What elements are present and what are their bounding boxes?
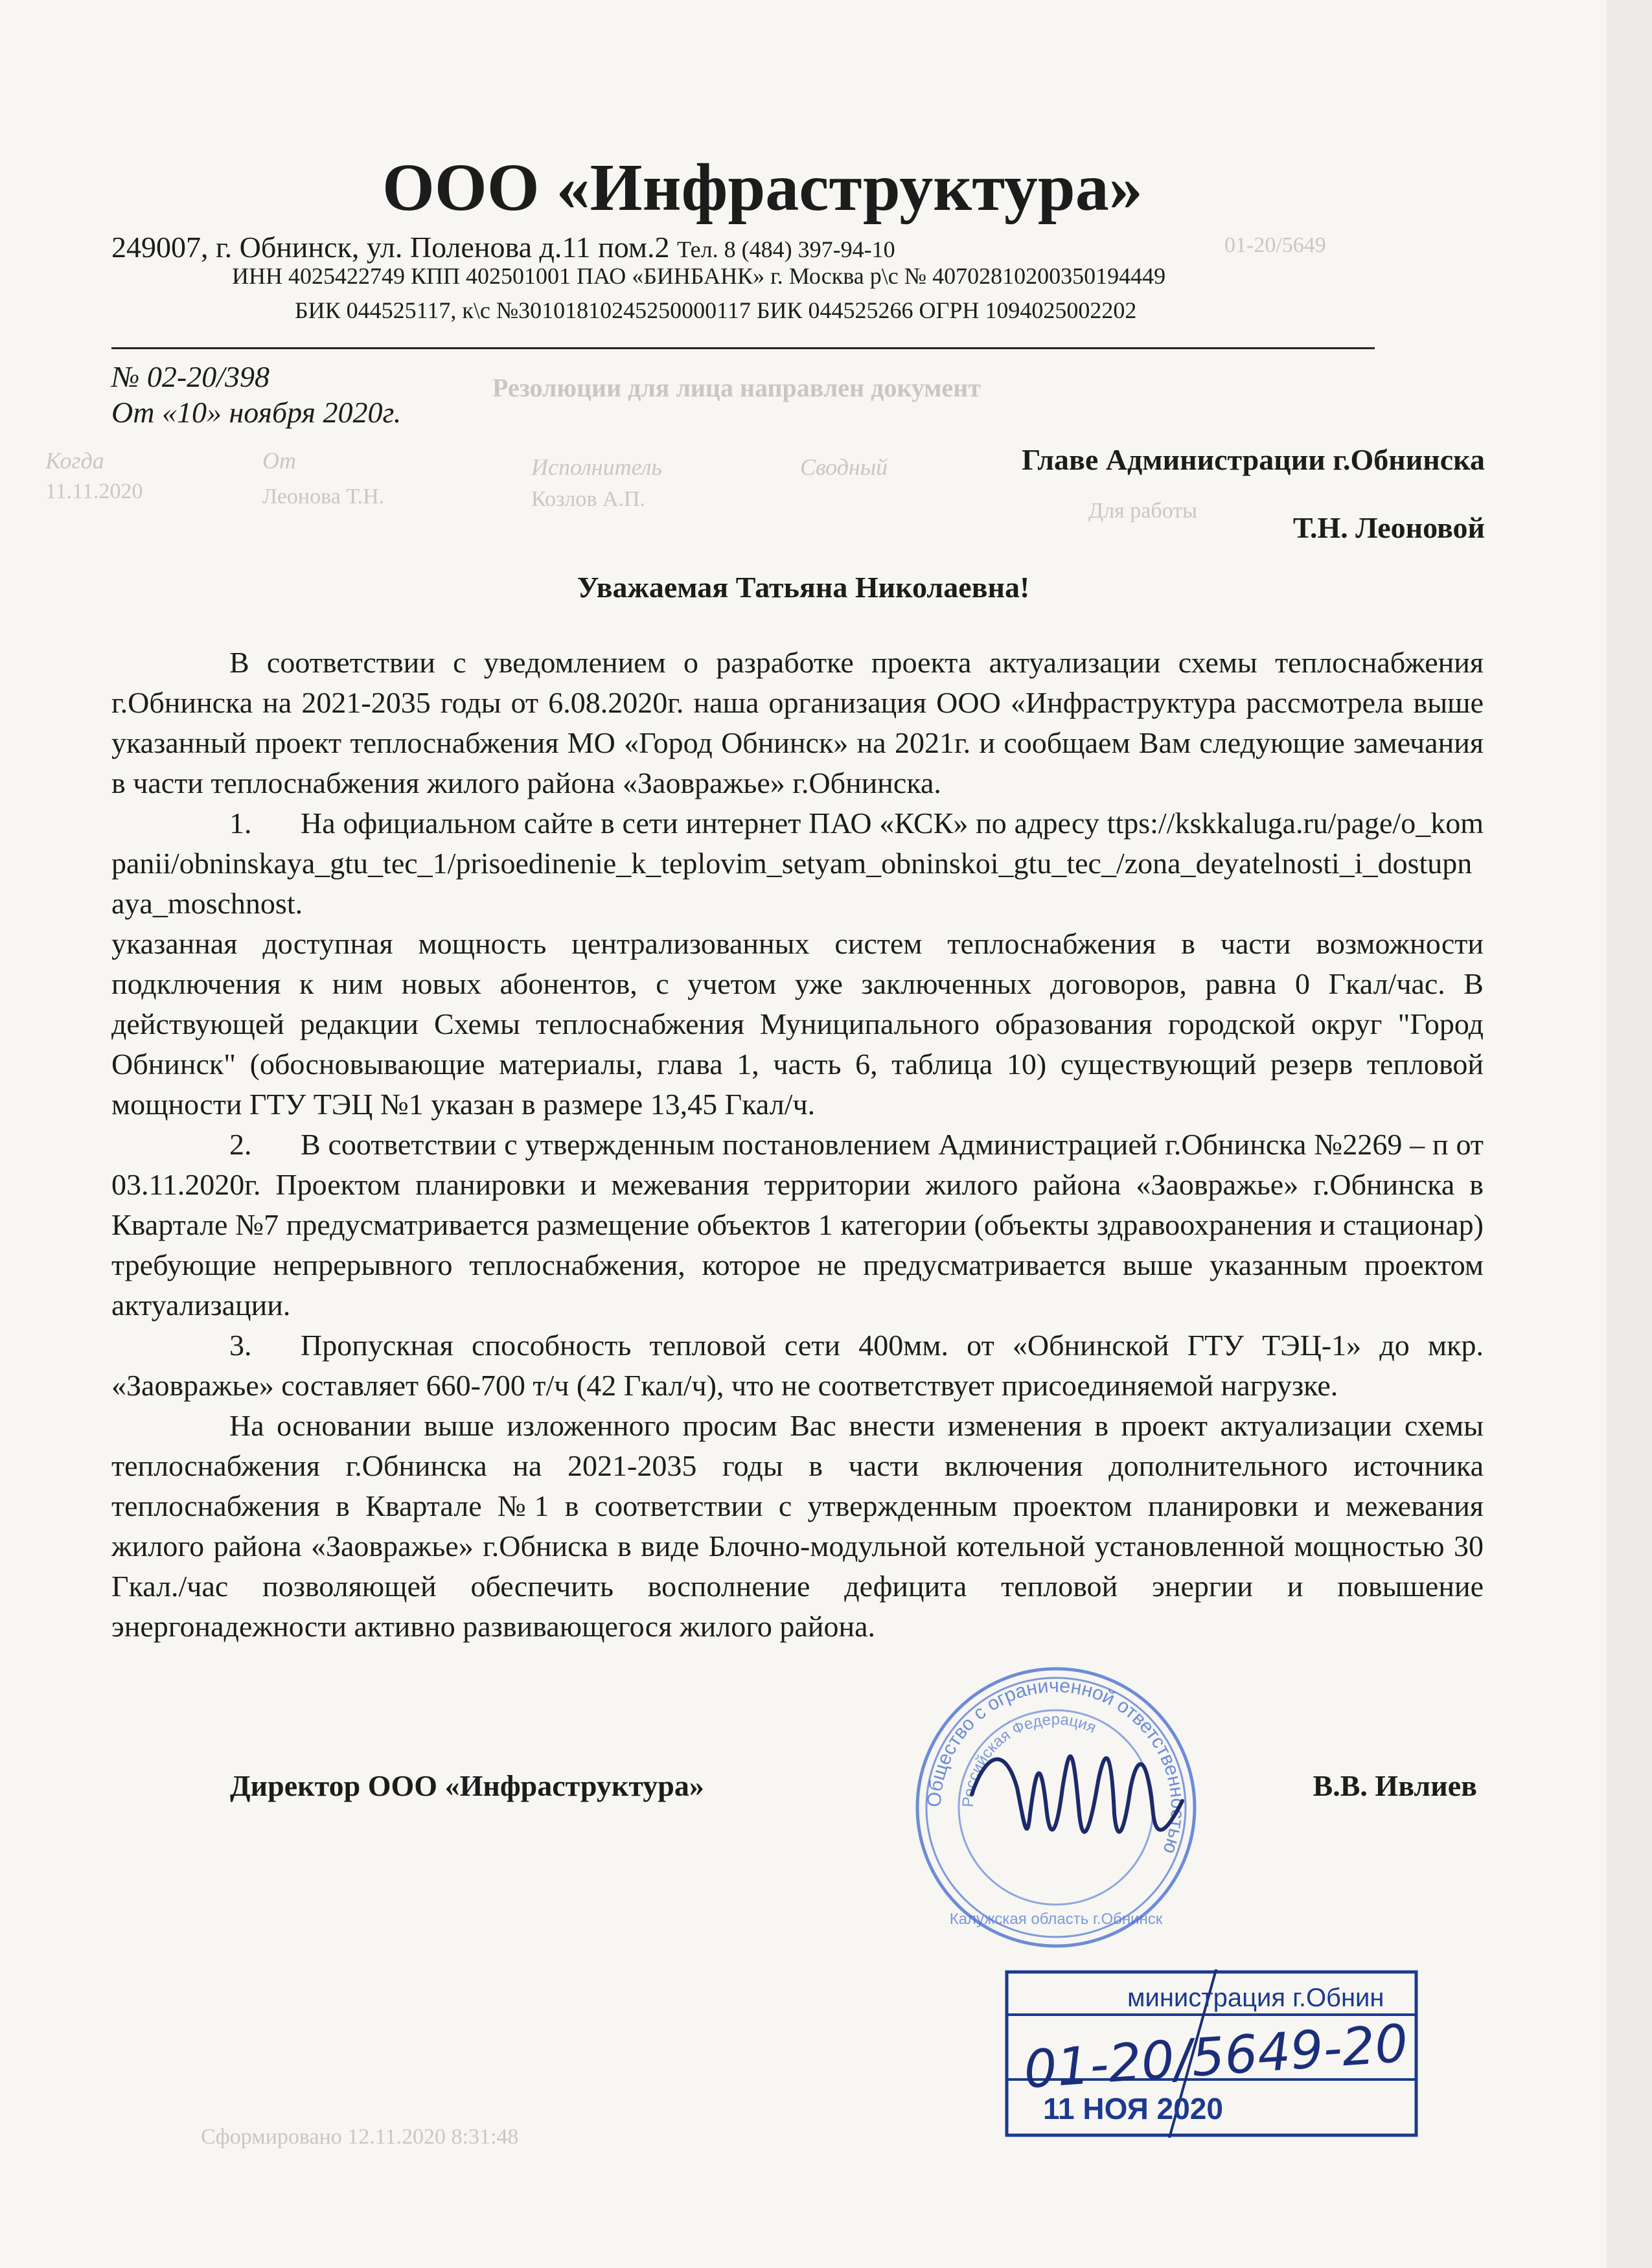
intro-paragraph: В соответствии с уведомлением о разработке проекта актуализации схемы теплоснабжения г.Обнинска на 2021-2035 годы от 6.08.2020г. наша организация ООО «Инфраструктура рассмотрела выше указанный проект теплоснабжения МО «Город Обнинск» на 2021г. и сообщаем Вам следующие замечания в части теплоснабжения жилого района «Заовражье» г.Обнинска.: [111, 646, 1484, 799]
requisites-line-2: БИК 044525117, к\с №30101810245250000117 БИК 044525266 ОГРН 1094025002202: [295, 297, 1137, 323]
seal-ring-text: Общество с ограниченной ответственностью: [923, 1675, 1189, 1857]
ghost-col-executor: Исполнитель: [531, 454, 662, 480]
phone-text: Тел. 8 (484) 397-94-10: [677, 236, 895, 262]
addressee-line-1: Главе Администрации г.Обнинска: [1022, 443, 1485, 476]
salutation: Уважаемая Татьяна Николаевна!: [577, 571, 1030, 604]
item-3: [111, 1325, 1484, 1406]
ghost-resolution: Резолюции для лица направлен документ: [492, 373, 981, 402]
stamp-org-text: министрация г.Обнин: [1127, 1984, 1384, 2012]
document-number: № 02-20/398: [111, 360, 270, 393]
item-2-text: В соответствии с утвержденным постановлением Администрацией г.Обнинска №2269 – п от 03.11.2020г. Проектом планировки и межевания территории жилого района «Заовражье» г.Обнинска в Квартале №7 предусматривается размещение объектов 1 категории (объекты здравоохранения и стационар) требующие непрерывного теплоснабжения, которое не предусматривается выше указанным проектом актуализации.: [111, 1128, 1484, 1322]
item-1: [111, 803, 1484, 924]
item-1-continuation: указанная доступная мощность централизованных систем теплоснабжения в части возможности подключения к ним новых абонентов, с учетом уже заключенных договоров, равна 0 Гкал/час. В действующей редакции Схемы теплоснабжения Муниципального образования городской округ "Город Обнинск" (обосновывающие материалы, глава 1, часть 6, таблица 10) существующий резерв тепловой мощности ГТУ ТЭЦ №1 указан в размере 13,45 Гкал/ч.: [111, 927, 1484, 1121]
requisites-line-1: ИНН 4025422749 КПП 402501001 ПАО «БИНБАНК» г. Москва р\с № 40702810200350194449: [232, 263, 1166, 289]
stamp-date: 11 НОЯ 2020: [1043, 2092, 1223, 2125]
item-1-text: На официальном сайте в сети интернет ПАО «КСК» по адресу ttps://kskkaluga.ru/page/o_kompanii/obninskaya_gtu_tec_1/prisoedinenie_k_teplovim_setyam_obninskoi_gtu_tec_/zona_deyatelnosti_i_dostupnaya_moschnost.: [111, 807, 1484, 920]
company-name: ООО «Инфраструктура»: [382, 150, 1143, 225]
item-2-number: 2.: [229, 1128, 252, 1161]
ghost-top-ref: 01-20/5649: [1224, 233, 1326, 257]
ghost-col-from: От: [262, 448, 296, 474]
item-3-number: 3.: [229, 1329, 252, 1362]
ghost-row-date: 11.11.2020: [45, 479, 143, 503]
ghost-col-summary: Сводный: [800, 454, 888, 480]
addressee-line-2: Т.Н. Леоновой: [1292, 511, 1485, 544]
seal-region-text: Калужская область г.Обнинск: [949, 1910, 1163, 1928]
ghost-row-executor: Козлов А.П.: [531, 487, 646, 511]
letter-body: [111, 643, 1484, 1647]
item-1-number: 1.: [229, 807, 252, 840]
signatory-title: Директор ООО «Инфраструктура»: [230, 1769, 704, 1802]
conclusion-paragraph: На основании выше изложенного просим Вас внести изменения в проект актуализации схемы теплоснабжения г.Обнинска на 2021-2035 годы в части включения дополнительного источника теплоснабжения в Квартале №1 в соответствии с утвержденным проектом планировки и межевания жилого района «Заовражье» г.Обниска в виде Блочно-модульной котельной установленной мощностью 30 Гкал./час позволяющей обеспечить восполнение дефицита тепловой энергии и повышение энергонадежности активно развивающегося жилого района.: [111, 1409, 1484, 1643]
ghost-col-when: Когда: [45, 448, 104, 474]
director-signature: [959, 1710, 1192, 1879]
address-text: 249007, г. Обнинск, ул. Поленова д.11 пом.2: [111, 231, 670, 264]
header-divider: [111, 347, 1375, 349]
item-3-text: Пропускная способность тепловой сети 400мм. от «Обнинской ГТУ ТЭЦ-1» до мкр. «Заовражье» составляет 660-700 т/ч (42 Гкал/ч), что не соответствует присоединяемой нагрузке.: [111, 1329, 1484, 1402]
company-address: [111, 230, 895, 264]
ghost-footer: Сформировано 12.11.2020 8:31:48: [201, 2125, 519, 2149]
stamp-registration-number: 01-20/5649-20: [1022, 2013, 1410, 2100]
seal-inner-text: Российская Федерация: [959, 1710, 1099, 1808]
ghost-row-note: Для работы: [1088, 499, 1197, 523]
item-2: [111, 1125, 1484, 1325]
document-date: От «10» ноября 2020г.: [111, 396, 402, 429]
signatory-name: В.В. Ивлиев: [1313, 1769, 1477, 1802]
ghost-row-from: Леонова Т.Н.: [262, 485, 385, 509]
